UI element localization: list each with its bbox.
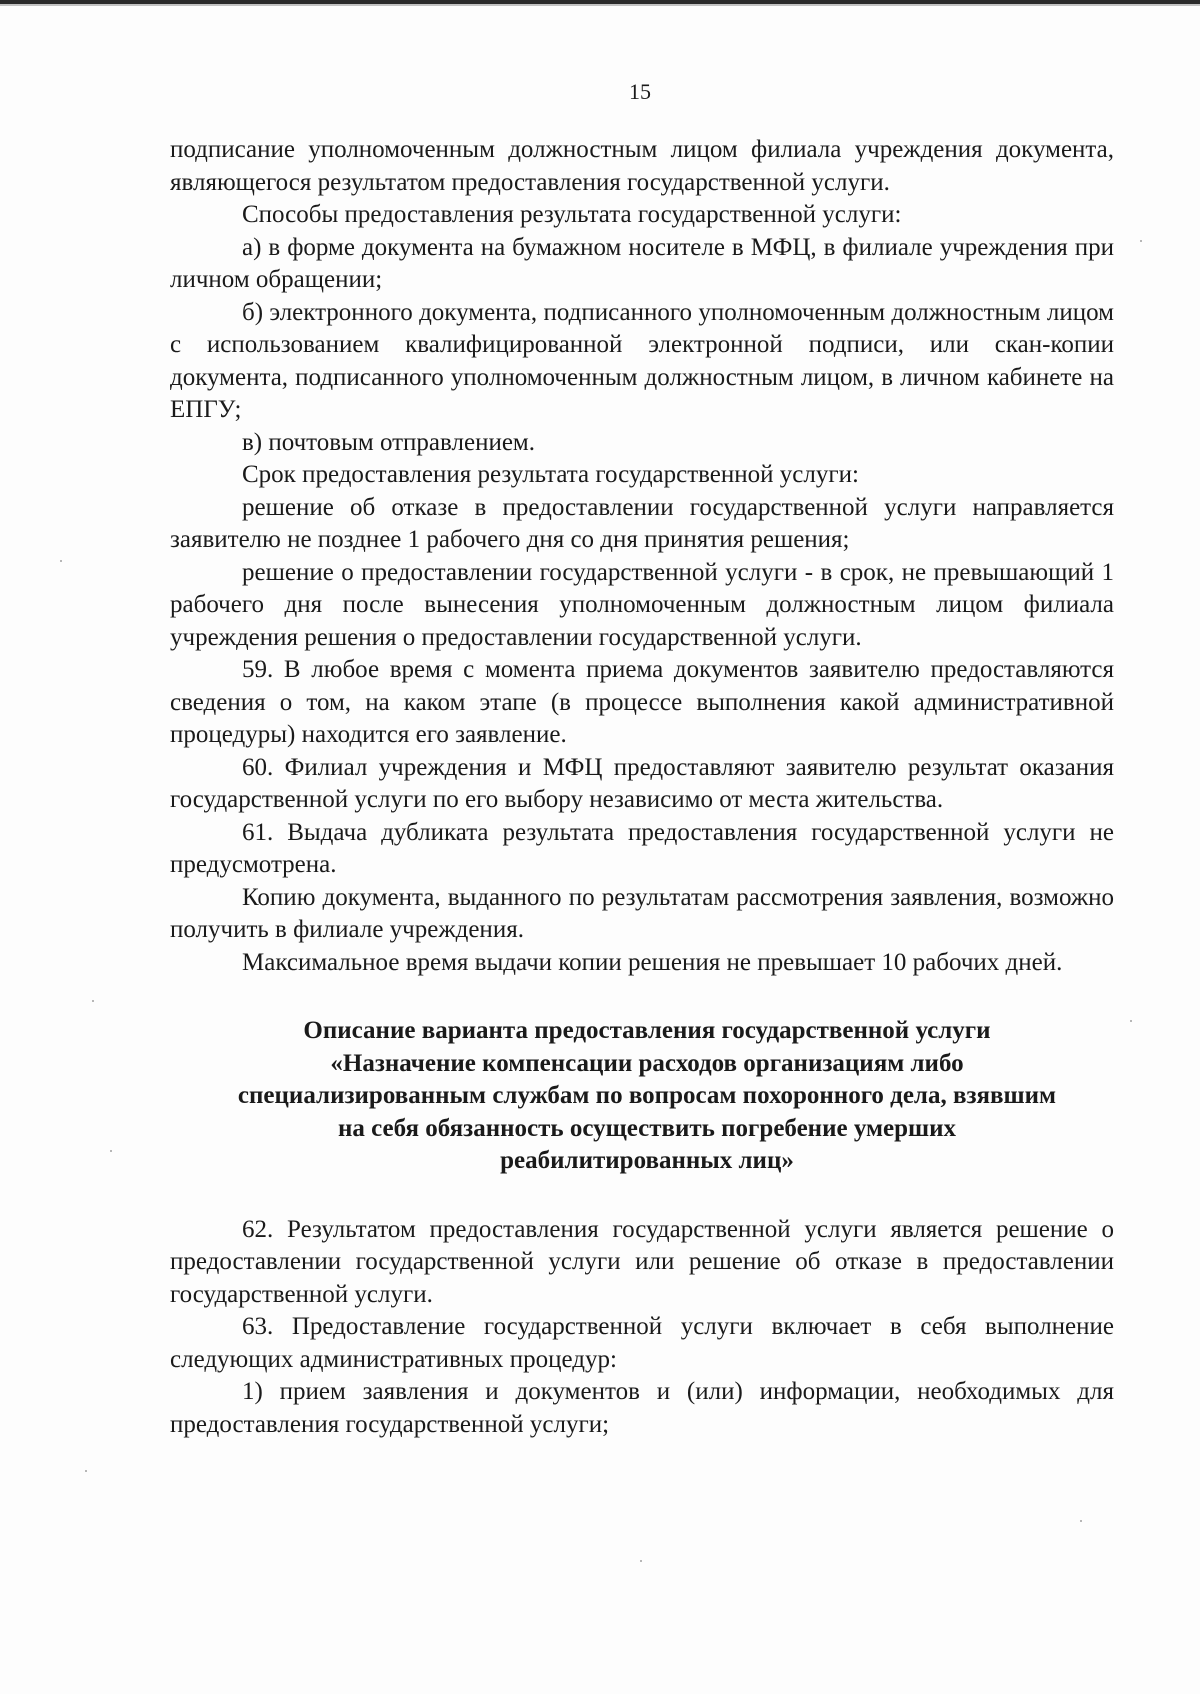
scan-speck [1130, 1020, 1132, 1022]
heading-line: реабилитированных лиц» [500, 1147, 794, 1174]
paragraph: Способы предоставления результата государственной услуги: [242, 201, 902, 228]
paragraph: подписание уполномоченным должностным лицом филиала учреждения документа, являющегося результатом предоставления государственной услуги. [170, 136, 1114, 196]
paragraph: Копию документа, выданного по результатам рассмотрения заявления, возможно получить в филиале учреждения. [170, 883, 1114, 943]
paragraph: 63. Предоставление государственной услуги включает в себя выполнение следующих административных процедур: [170, 1313, 1114, 1373]
scan-speck [1080, 1520, 1082, 1522]
heading-line: специализированным службам по вопросам похоронного дела, взявшим [237, 1082, 1057, 1109]
heading-line: на себя обязанность осуществить погребение умерших [337, 1114, 957, 1142]
paragraph: а) в форме документа на бумажном носителе в МФЦ, в филиале учреждения при личном обращении; [170, 233, 1114, 293]
paragraph: в) почтовым отправлением. [242, 428, 535, 456]
paragraph: решение об отказе в предоставлении государственной услуги направляется заявителю не позднее 1 рабочего дня со дня принятия решения; [170, 493, 1114, 553]
paragraph: 60. Филиал учреждения и МФЦ предоставляют заявителю результат оказания государственной услуги по его выбору независимо от места жительства. [170, 753, 1114, 813]
paragraph: 62. Результатом предоставления государственной услуги является решение о предоставлении государственной услуги или решение об отказе в предоставлении государственной услуги. [170, 1215, 1114, 1308]
section-heading [170, 1015, 1114, 1178]
heading-line: «Назначение компенсации расходов организациям либо [330, 1049, 964, 1077]
scan-speck [60, 560, 62, 562]
scan-speck [110, 1150, 112, 1152]
heading-line: Описание варианта предоставления государственной услуги [303, 1017, 991, 1044]
paragraph: решение о предоставлении государственной услуги - в срок, не превышающий 1 рабочего дня после вынесения уполномоченным должностным лицом филиала учреждения решения о предоставлении государственной услуги. [170, 558, 1114, 651]
scan-speck [1140, 240, 1142, 242]
paragraph: 1) прием заявления и документов и (или) информации, необходимых для предоставления государственной услуги; [170, 1378, 1114, 1438]
scan-speck [640, 1560, 642, 1562]
scan-speck [85, 1470, 87, 1472]
paragraph: Срок предоставления результата государственной услуги: [242, 461, 859, 488]
scan-top-shadow [0, 4, 1200, 6]
document-body [170, 134, 1114, 1441]
page-number: 15 [629, 79, 651, 104]
paragraph: 59. В любое время с момента приема документов заявителю предоставляются сведения о том, на каком этапе (в процессе выполнения какой административной процедуры) находится его заявление. [170, 656, 1114, 748]
paragraph: Максимальное время выдачи копии решения не превышает 10 рабочих дней. [242, 948, 1063, 976]
paragraph: б) электронного документа, подписанного уполномоченным должностным лицом с использованием квалифицированной электронной подписи, или скан-копии документа, подписанного уполномоченным должностным лицом, в личном кабинете на ЕПГУ; [170, 298, 1114, 423]
paragraph: 61. Выдача дубликата результата предоставления государственной услуги не предусмотрена. [170, 818, 1114, 878]
scan-speck [92, 1000, 94, 1002]
